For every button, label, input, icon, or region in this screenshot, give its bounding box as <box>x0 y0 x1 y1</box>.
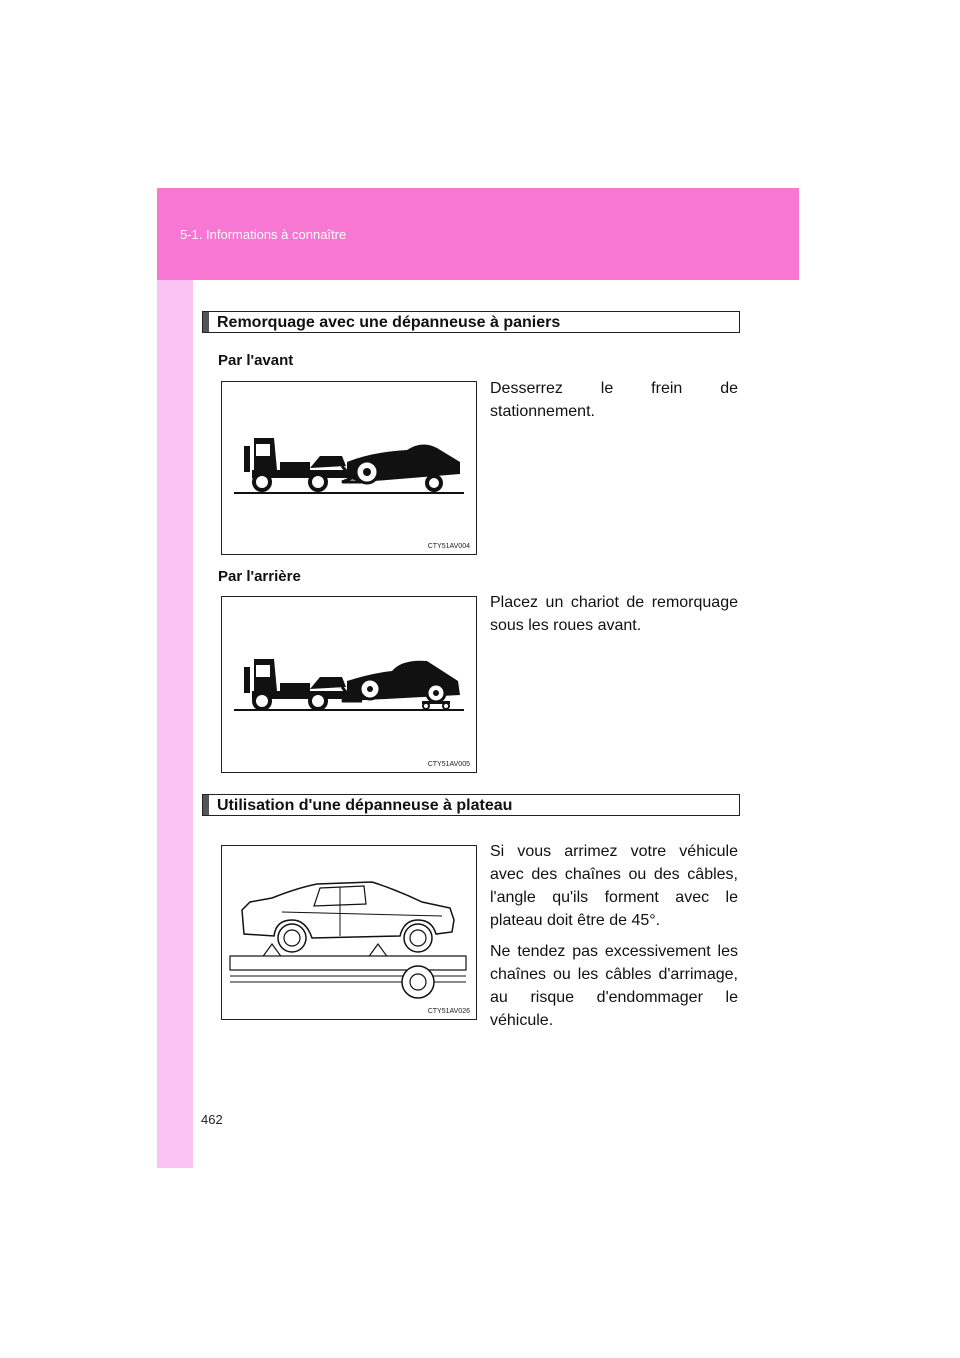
instruction-text: Placez un chariot de remorquage sous les roues avant. <box>490 594 738 634</box>
tow-truck-rear-illustration <box>221 596 477 773</box>
instruction-front <box>490 377 738 431</box>
heading-text: Utilisation d'une dépanneuse à plateau <box>217 797 513 814</box>
page-side-tab <box>157 188 193 1168</box>
flatbed-truck-illustration <box>221 845 477 1020</box>
subheading-rear: Par l'arrière <box>218 568 301 585</box>
heading-flatbed-towing <box>202 794 740 816</box>
heading-marker-bar <box>203 795 209 815</box>
instruction-paragraph: Ne tendez pas excessivement les chaînes ou les câbles d'arrimage, au risque d'endommager le véhicule. <box>490 943 738 1029</box>
subheading-front: Par l'avant <box>218 352 294 369</box>
page-number: 462 <box>201 1112 223 1127</box>
instruction-flatbed <box>490 840 738 1040</box>
section-title: 5-1. Informations à connaître <box>180 227 347 242</box>
figure-code: CTY51AV004 <box>427 543 470 550</box>
instruction-paragraph: Si vous arrimez votre véhicule avec des chaînes ou des câbles, l'angle qu'ils forment avec le plateau doit être de 45°. <box>490 843 738 929</box>
instruction-text: Desserrez le frein de stationnement. <box>490 380 738 420</box>
instruction-rear <box>490 591 738 645</box>
tow-truck-front-illustration <box>221 381 477 555</box>
figure-code: CTY51AV026 <box>427 1008 470 1015</box>
heading-wheel-lift-towing <box>202 311 740 333</box>
heading-marker-bar <box>203 312 209 332</box>
heading-text: Remorquage avec une dépanneuse à paniers <box>217 314 561 331</box>
figure-code: CTY51AV005 <box>427 761 470 768</box>
